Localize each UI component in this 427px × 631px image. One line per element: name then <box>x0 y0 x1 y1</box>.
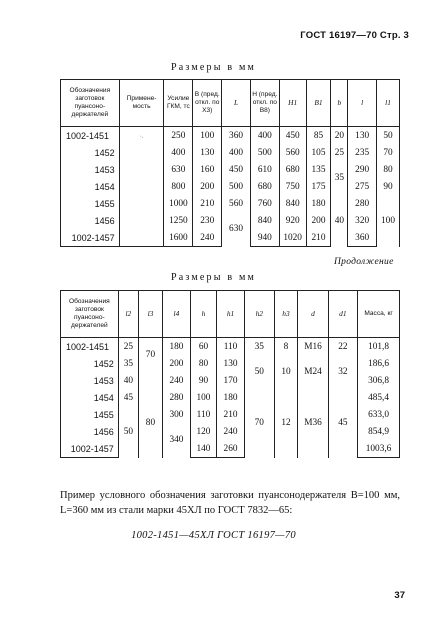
t2-cell: M24 <box>298 355 328 389</box>
designation-example: 1002-1451—45ХЛ ГОСТ 16197—70 <box>131 530 296 541</box>
t2-cell: 485,4 <box>358 389 400 406</box>
t2-cell: 180 <box>162 338 190 356</box>
t1-cell: 400 <box>164 144 193 161</box>
t2-cell: 101,8 <box>358 338 400 356</box>
t1-cell: 840 <box>279 195 306 212</box>
t2-cell: 1003,6 <box>358 440 400 458</box>
t1-cell: 680 <box>250 178 279 195</box>
t2-cell: 170 <box>217 372 245 389</box>
t1-cell: 240 <box>193 229 222 247</box>
t1-cell: 680 <box>279 161 306 178</box>
t1-header-B: B (пред. откл. по X3) <box>193 80 222 127</box>
t2-cell: 60 <box>190 338 216 356</box>
t2-cell: 90 <box>190 372 216 389</box>
t2-cell: 1455 <box>61 406 119 423</box>
t1-cell: 130 <box>193 144 222 161</box>
t1-cell: 80 <box>377 161 400 178</box>
t2-cell: 80 <box>138 389 162 458</box>
t2-cell: 240 <box>217 423 245 440</box>
t1-cell: 1002-1451 <box>61 127 120 145</box>
t1-cell: 200 <box>306 212 331 229</box>
t1-header-H: H (пред. откл. по B8) <box>250 80 279 127</box>
continuation-label: Продолжение <box>334 257 394 267</box>
t1-cell: 1453 <box>61 161 120 178</box>
example-paragraph: Пример условного обозначения заготовки пуансонодержателя B=100 мм, L=360 мм из стали марки 45ХЛ по ГОСТ 7832—65: <box>60 490 400 516</box>
t1-cell: 90 <box>377 178 400 195</box>
t1-cell: 210 <box>193 195 222 212</box>
t1-cell: 230 <box>193 212 222 229</box>
t2-cell: 186,6 <box>358 355 400 372</box>
t2-cell: 633,0 <box>358 406 400 423</box>
page-number: 37 <box>394 590 405 601</box>
t2-cell: 260 <box>217 440 245 458</box>
t1-cell: 100 <box>193 127 222 145</box>
t2-cell: 300 <box>162 406 190 423</box>
t1-cell: 1020 <box>279 229 306 247</box>
t1-cell <box>119 212 164 229</box>
t1-header-force: Усилие ГКМ, тс <box>164 80 193 127</box>
t1-cell: 560 <box>279 144 306 161</box>
t1-cell: 1002-1457 <box>61 229 120 247</box>
t1-cell: 560 <box>222 195 251 212</box>
t1-cell: 180 <box>306 195 331 212</box>
t2-cell: 50 <box>245 355 275 389</box>
t2-cell: 10 <box>274 355 298 389</box>
t1-cell: 360 <box>222 127 251 145</box>
t1-cell: 290 <box>348 161 377 178</box>
t2-cell: 240 <box>162 372 190 389</box>
t1-cell: 320 <box>348 212 377 229</box>
t1-cell: 920 <box>279 212 306 229</box>
t1-cell: 1600 <box>164 229 193 247</box>
t1-header-H1: H1 <box>279 80 306 127</box>
t1-header-B1: B1 <box>306 80 331 127</box>
t2-cell: 200 <box>162 355 190 372</box>
t2-cell: 22 <box>328 338 358 356</box>
t1-cell: 135 <box>306 161 331 178</box>
t1-cell: 750 <box>279 178 306 195</box>
t1-cell: 1000 <box>164 195 193 212</box>
t1-cell: 1454 <box>61 178 120 195</box>
t2-cell: 280 <box>162 389 190 406</box>
t2-cell: M36 <box>298 389 328 458</box>
t1-cell: 250 <box>164 127 193 145</box>
t1-cell: 450 <box>222 161 251 178</box>
t1-cell: 500 <box>222 178 251 195</box>
t2-cell: 1453 <box>61 372 119 389</box>
t1-cell: 210 <box>306 229 331 247</box>
t1-cell <box>119 195 164 212</box>
t2-cell: 1454 <box>61 389 119 406</box>
t2-cell: 12 <box>274 389 298 458</box>
t1-cell: 275 <box>348 178 377 195</box>
t2-header-designation: Обозначения заготовок пуансоно-держателей <box>61 291 119 338</box>
t2-header-l3: l3 <box>138 291 162 338</box>
t2-cell: 32 <box>328 355 358 389</box>
t2-cell: 180 <box>217 389 245 406</box>
t2-cell: 120 <box>190 423 216 440</box>
t1-cell: 760 <box>250 195 279 212</box>
t2-cell: 100 <box>190 389 216 406</box>
t2-cell: 25 <box>118 338 138 356</box>
t2-cell: 45 <box>118 389 138 406</box>
t1-cell <box>119 178 164 195</box>
table1 <box>60 79 400 247</box>
t1-cell: 40 <box>331 195 348 247</box>
t1-cell: 25 <box>331 144 348 161</box>
t2-cell: 8 <box>274 338 298 356</box>
t2-cell: 110 <box>217 338 245 356</box>
t1-cell-mark: ·. <box>119 127 164 145</box>
t2-cell: 1002-1457 <box>61 440 119 458</box>
t2-cell: 45 <box>328 389 358 458</box>
t2-cell: 35 <box>118 355 138 372</box>
t1-cell: 800 <box>164 178 193 195</box>
t2-header-d1: d1 <box>328 291 358 338</box>
t1-cell: 840 <box>250 212 279 229</box>
table1-caption: Размеры в мм <box>170 62 257 73</box>
t1-cell: 235 <box>348 144 377 161</box>
t2-cell: 306,8 <box>358 372 400 389</box>
t1-cell <box>119 229 164 247</box>
t1-header-l1: l1 <box>377 80 400 127</box>
t2-header-d: d <box>298 291 328 338</box>
t2-header-mass: Масса, кг <box>358 291 400 338</box>
t1-cell: 1250 <box>164 212 193 229</box>
t1-cell: 1455 <box>61 195 120 212</box>
t2-cell: 1002-1451 <box>61 338 119 356</box>
t1-cell <box>119 161 164 178</box>
t2-cell: 40 <box>118 372 138 389</box>
page-header: ГОСТ 16197—70 Стр. 3 <box>300 30 409 41</box>
t1-cell <box>119 144 164 161</box>
t2-cell: 80 <box>190 355 216 372</box>
t2-cell: 35 <box>245 338 275 356</box>
t1-cell: 100 <box>377 195 400 247</box>
t1-cell: 610 <box>250 161 279 178</box>
t1-cell: 1452 <box>61 144 120 161</box>
t1-cell: 450 <box>279 127 306 145</box>
t2-header-l2: l2 <box>118 291 138 338</box>
t1-cell: 70 <box>377 144 400 161</box>
t1-cell: 360 <box>348 229 377 247</box>
t1-header-b: b <box>331 80 348 127</box>
t1-cell: 200 <box>193 178 222 195</box>
t1-cell: 130 <box>348 127 377 145</box>
t1-cell: 175 <box>306 178 331 195</box>
t1-cell: 35 <box>331 161 348 195</box>
t2-cell: 70 <box>245 389 275 458</box>
t1-cell: 160 <box>193 161 222 178</box>
t1-header-application: Примене-мость <box>119 80 164 127</box>
t1-header-designation: Обозначения заготовок пуансоно-держателей <box>61 80 120 127</box>
table2 <box>60 290 400 458</box>
t2-header-h2: h2 <box>245 291 275 338</box>
t1-cell: 85 <box>306 127 331 145</box>
t1-cell: 630 <box>164 161 193 178</box>
t2-cell: 50 <box>118 406 138 458</box>
t2-cell: 140 <box>190 440 216 458</box>
t2-cell <box>138 372 162 389</box>
t2-cell: M16 <box>298 338 328 356</box>
t1-cell: 1456 <box>61 212 120 229</box>
t2-cell: 1456 <box>61 423 119 440</box>
t1-cell: 105 <box>306 144 331 161</box>
t2-header-l4: l4 <box>162 291 190 338</box>
t2-cell: 340 <box>162 423 190 458</box>
t1-header-l: l <box>348 80 377 127</box>
t2-cell: 70 <box>138 338 162 373</box>
t2-cell: 210 <box>217 406 245 423</box>
t2-cell: 110 <box>190 406 216 423</box>
t1-header-L: L <box>222 80 251 127</box>
t1-cell: 400 <box>250 127 279 145</box>
t1-cell: 20 <box>331 127 348 145</box>
t2-header-h: h <box>190 291 216 338</box>
t2-cell: 1452 <box>61 355 119 372</box>
t1-cell: 630 <box>222 212 251 247</box>
t1-cell: 400 <box>222 144 251 161</box>
t2-header-h3: h3 <box>274 291 298 338</box>
t2-header-h1: h1 <box>217 291 245 338</box>
t1-cell: 500 <box>250 144 279 161</box>
table2-caption: Размеры в мм <box>170 272 257 283</box>
t2-cell: 854,9 <box>358 423 400 440</box>
t1-cell: 940 <box>250 229 279 247</box>
t2-cell: 130 <box>217 355 245 372</box>
t1-cell: 50 <box>377 127 400 145</box>
t1-cell: 280 <box>348 195 377 212</box>
